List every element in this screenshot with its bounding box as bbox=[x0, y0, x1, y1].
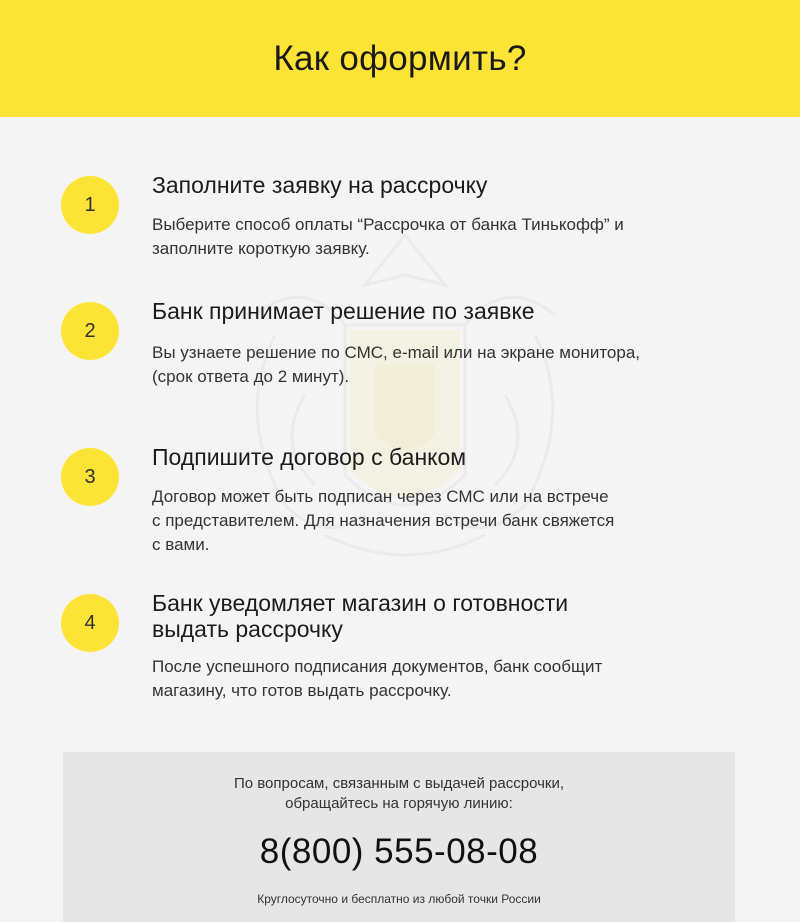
step-description-line: Выберите способ оплаты “Рассрочка от банка Тинькофф” и bbox=[152, 215, 624, 234]
step-description bbox=[152, 213, 712, 261]
step-number-badge: 4 bbox=[61, 594, 119, 652]
step-title: Подпишите договор с банком bbox=[152, 444, 467, 470]
step-description-line: Договор может быть подписан через СМС или на встрече bbox=[152, 487, 609, 506]
step-description-line: с представителем. Для назначения встречи банк свяжется bbox=[152, 511, 615, 530]
hotline-note: Круглосуточно и бесплатно из любой точки России bbox=[257, 892, 541, 906]
page-title: Как оформить? bbox=[273, 38, 527, 78]
step-description-line: (срок ответа до 2 минут). bbox=[152, 367, 350, 386]
page-header bbox=[0, 0, 800, 117]
hotline-phone-number[interactable]: 8(800) 555-08-08 bbox=[259, 832, 539, 871]
step-description bbox=[152, 655, 712, 703]
step-number-badge: 3 bbox=[61, 448, 119, 506]
step-description bbox=[152, 341, 712, 389]
step-title: Заполните заявку на рассрочку bbox=[152, 172, 488, 198]
step-title bbox=[152, 590, 712, 642]
step-description-line: После успешного подписания документов, банк сообщит bbox=[152, 657, 603, 676]
hotline-text-line: обращайтесь на горячую линию: bbox=[285, 795, 513, 812]
hotline-panel bbox=[63, 752, 735, 922]
step-number-badge: 2 bbox=[61, 302, 119, 360]
step-description bbox=[152, 485, 712, 557]
hotline-text-line: По вопросам, связанным с выдачей рассрочки, bbox=[233, 775, 565, 792]
step-description-line: с вами. bbox=[152, 535, 210, 554]
hotline-text bbox=[63, 774, 735, 814]
step-description-line: заполните короткую заявку. bbox=[152, 239, 370, 258]
step-number-badge: 1 bbox=[61, 176, 119, 234]
step-description-line: Вы узнаете решение по СМС, e-mail или на экране монитора, bbox=[152, 343, 641, 362]
step-title-line: Банк уведомляет магазин о готовности bbox=[152, 590, 569, 616]
step-title-line: выдать рассрочку bbox=[152, 616, 343, 642]
step-title: Банк принимает решение по заявке bbox=[152, 298, 535, 324]
step-description-line: магазину, что готов выдать рассрочку. bbox=[152, 681, 452, 700]
